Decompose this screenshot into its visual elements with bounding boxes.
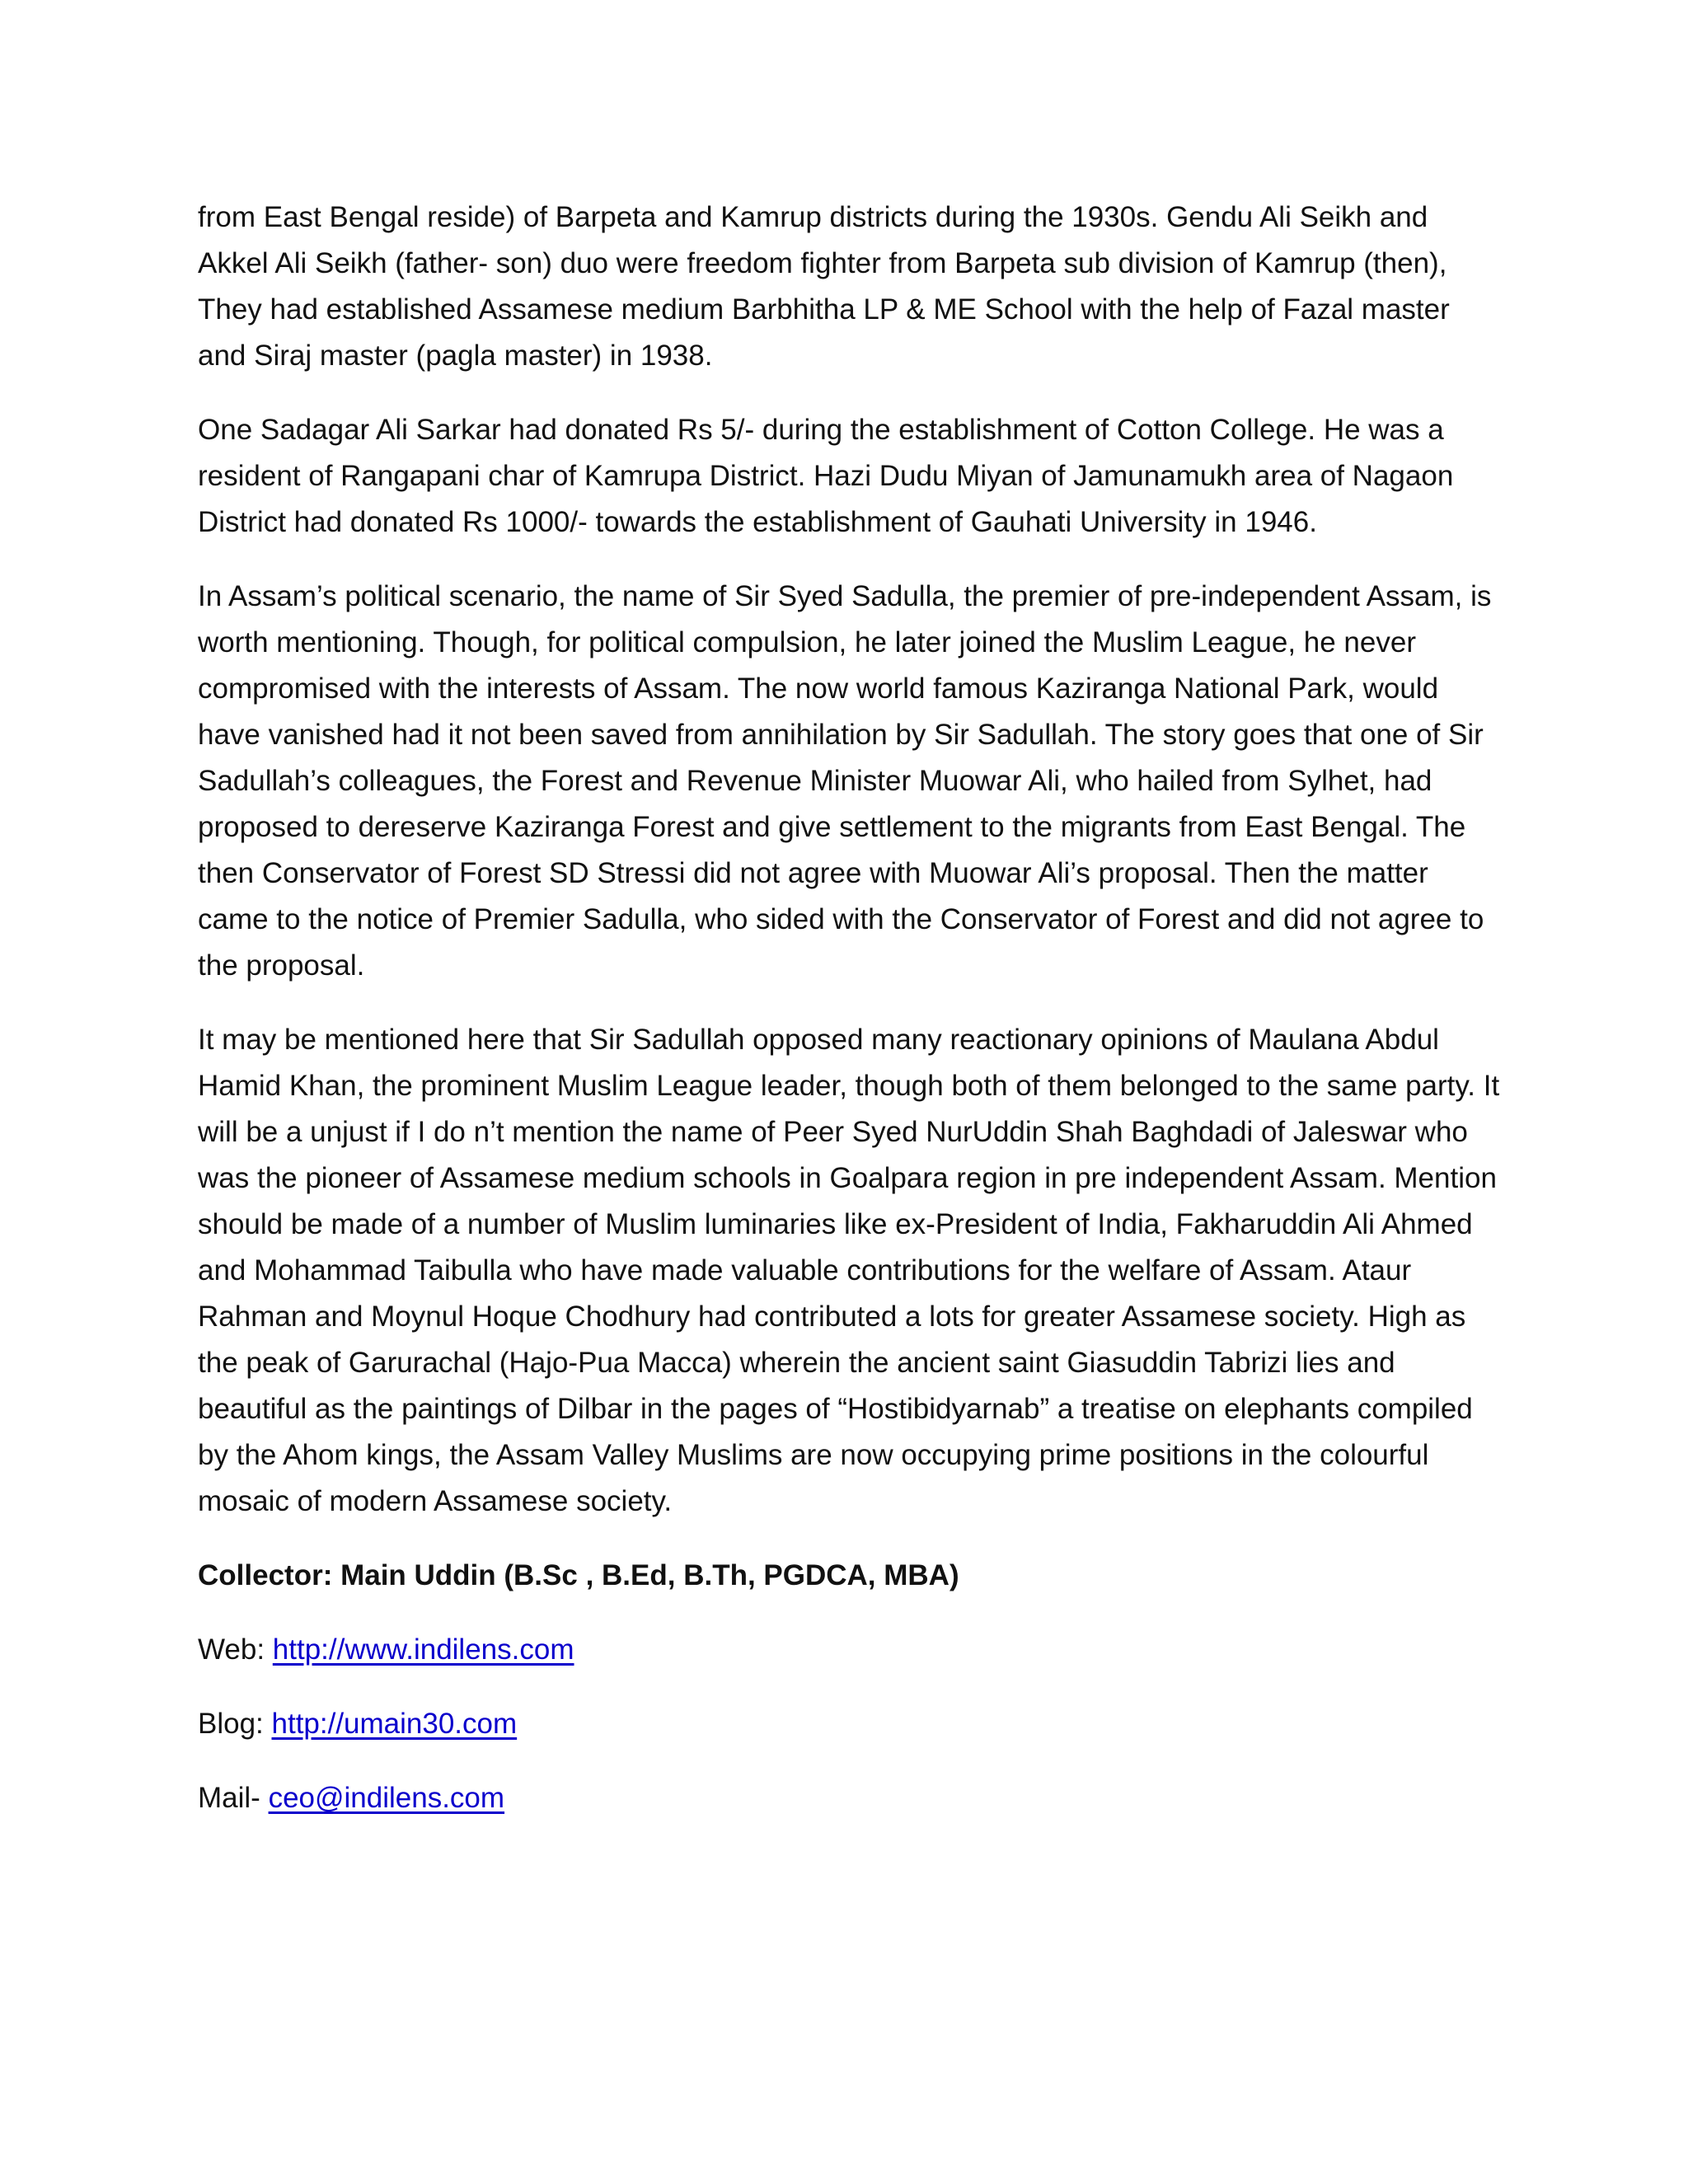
collector-credit: Collector: Main Uddin (B.Sc , B.Ed, B.Th, PGDCA, MBA) bbox=[198, 1559, 959, 1591]
blog-contact bbox=[198, 1701, 1500, 1747]
mail-contact bbox=[198, 1775, 1500, 1821]
blog-label: Blog: bbox=[198, 1708, 272, 1740]
document-page bbox=[198, 194, 1500, 1849]
web-contact bbox=[198, 1627, 1500, 1673]
mail-link[interactable]: ceo@indilens.com bbox=[268, 1782, 505, 1814]
paragraph-donations: One Sadagar Ali Sarkar had donated Rs 5/- during the establishment of Cotton College. He was a resident of Rangapani char of Kamrupa District. Hazi Dudu Miyan of Jamunamukh area of Nagaon District had donated Rs 1000/- towards the establishment of Gauhati University in 1946. bbox=[198, 414, 1454, 538]
paragraph-sadulla-kaziranga: In Assam’s political scenario, the name of Sir Syed Sadulla, the premier of pre-independent Assam, is worth mentioning. Though, for political compulsion, he later joined the Muslim League, he never compromised with the interests of Assam. The now world famous Kaziranga National Park, would have vanished had it not been saved from annihilation by Sir Sadullah. The story goes that one of Sir Sadullah’s colleagues, the Forest and Revenue Minister Muowar Ali, who hailed from Sylhet, had proposed to dereserve Kaziranga Forest and give settlement to the migrants from East Bengal. The then Conservator of Forest SD Stressi did not agree with Muowar Ali’s proposal. Then the matter came to the notice of Premier Sadulla, who sided with the Conservator of Forest and did not agree to the proposal. bbox=[198, 580, 1492, 982]
web-label: Web: bbox=[198, 1633, 273, 1666]
blog-link[interactable]: http://umain30.com bbox=[271, 1708, 518, 1740]
paragraph-muslim-luminaries: It may be mentioned here that Sir Sadullah opposed many reactionary opinions of Maulana Abdul Hamid Khan, the prominent Muslim League leader, though both of them belonged to the same party. It will be a unjust if I do n’t mention the name of Peer Syed NurUddin Shah Baghdadi of Jaleswar who was the pioneer of Assamese medium schools in Goalpara region in pre independent Assam. Mention should be made of a number of Muslim luminaries like ex-President of India, Fakharuddin Ali Ahmed and Mohammad Taibulla who have made valuable contributions for the welfare of Assam. Ataur Rahman and Moynul Hoque Chodhury had contributed a lots for greater Assamese society. High as the peak of Garurachal (Hajo-Pua Macca) wherein the ancient saint Giasuddin Tabrizi lies and beautiful as the paintings of Dilbar in the pages of “Hostibidyarnab” a treatise on elephants compiled by the Ahom kings, the Assam Valley Muslims are now occupying prime positions in the colourful mosaic of modern Assamese society. bbox=[198, 1024, 1500, 1517]
paragraph-freedom-fighters: from East Bengal reside) of Barpeta and Kamrup districts during the 1930s. Gendu Ali Seikh and Akkel Ali Seikh (father- son) duo were freedom fighter from Barpeta sub division of Kamrup (then), They had established Assamese medium Barbhitha LP & ME School with the help of Fazal master and Siraj master (pagla master) in 1938. bbox=[198, 201, 1450, 372]
mail-label: Mail- bbox=[198, 1782, 269, 1814]
web-link[interactable]: http://www.indilens.com bbox=[272, 1633, 574, 1666]
